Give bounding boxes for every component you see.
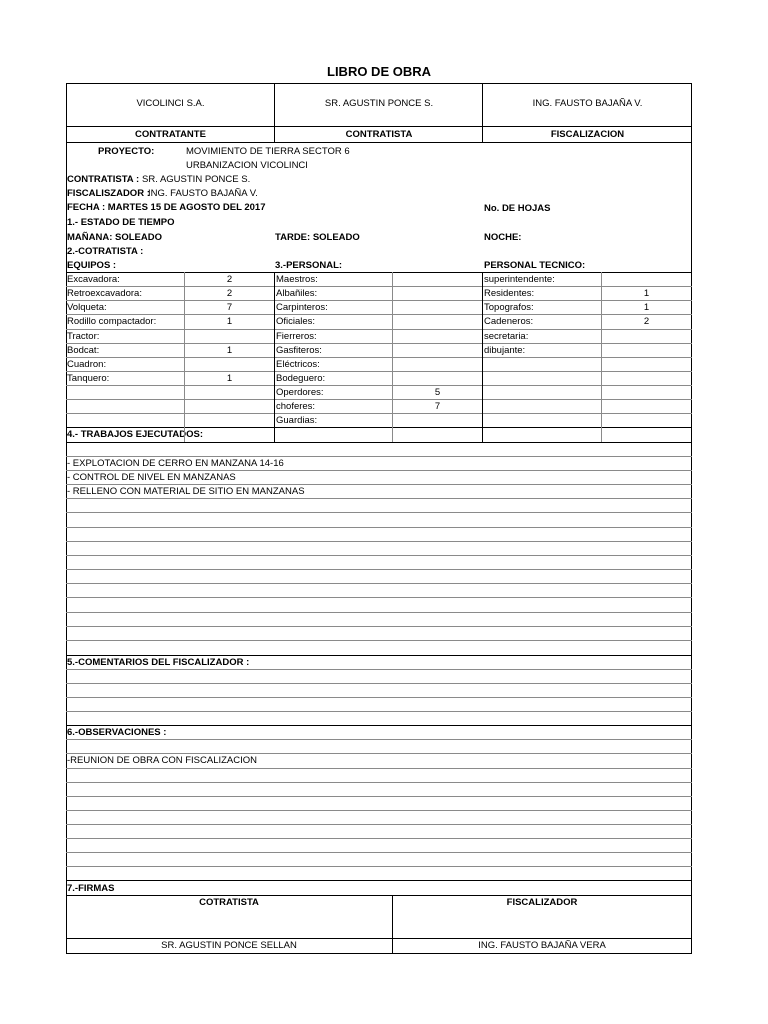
tecnico-heading: PERSONAL TECNICO: [484, 260, 586, 271]
personal-name: Carpinteros: [276, 302, 328, 313]
trabajo-item: - EXPLOTACION DE CERRO EN MANZANA 14-16 [67, 458, 284, 469]
rule [66, 343, 692, 344]
rule [66, 527, 692, 528]
rule [66, 626, 692, 627]
equipo-name: Retroexcavadora: [67, 288, 142, 299]
contratante-name: VICOLINCI S.A. [136, 98, 205, 109]
tecnico-qty: 1 [643, 288, 650, 299]
proyecto-label: PROYECTO: [98, 146, 155, 157]
rule [601, 272, 602, 442]
equipo-name: Tractor: [67, 331, 100, 342]
rule [66, 782, 692, 783]
rule [66, 498, 692, 499]
equipo-name: Tanquero: [67, 373, 110, 384]
rule [184, 272, 185, 442]
rule [482, 272, 483, 442]
contratista-label: CONTRATISTA [345, 129, 413, 140]
rule [392, 272, 393, 442]
firma-fiscalizador-label: FISCALIZADOR [506, 897, 578, 908]
fiscalizacion-label: FISCALIZACION [550, 129, 625, 140]
rule [66, 895, 692, 896]
rule [66, 753, 692, 754]
rule [66, 385, 692, 386]
rule [274, 272, 275, 442]
rule [66, 300, 692, 301]
rule [392, 895, 393, 953]
tecnico-name: superintendente: [484, 274, 555, 285]
trabajo-item: - RELLENO CON MATERIAL DE SITIO EN MANZANAS [67, 486, 305, 497]
firma-contratista-label: COTRATISTA [199, 897, 259, 908]
rule [66, 126, 692, 127]
rule [66, 739, 692, 740]
tecnico-name: Residentes: [484, 288, 535, 299]
rule [66, 852, 692, 853]
estado-tiempo-heading: 1.- ESTADO DE TIEMPO [67, 217, 175, 228]
firma-contratista-name: SR. AGUSTIN PONCE SELLAN [161, 940, 297, 951]
rule [66, 583, 692, 584]
equipo-name: Bodcat: [67, 345, 100, 356]
personal-qty: 7 [434, 401, 441, 412]
rule [66, 357, 692, 358]
personal-name: Guardias: [276, 415, 318, 426]
fiscalizador-info-label: FISCALISZADOR : [67, 188, 150, 199]
rule [66, 442, 692, 443]
rule [66, 866, 692, 867]
tecnico-qty: 2 [643, 316, 650, 327]
rule [66, 286, 692, 287]
equipo-qty: 1 [226, 345, 233, 356]
comentarios-heading: 5.-COMENTARIOS DEL FISCALIZADOR : [67, 657, 250, 668]
equipo-qty: 1 [226, 316, 233, 327]
rule [66, 683, 692, 684]
rule [66, 329, 692, 330]
libro-de-obra-sheet [66, 0, 692, 1024]
cotratista-heading: 2.-COTRATISTA : [67, 246, 144, 257]
weather-tarde: TARDE: SOLEADO [275, 232, 360, 243]
hojas-label: No. DE HOJAS [484, 203, 551, 214]
contratista-name: SR. AGUSTIN PONCE S. [324, 98, 434, 109]
tecnico-name: Cadeneros: [484, 316, 534, 327]
contratante-label: CONTRATANTE [135, 129, 206, 140]
equipo-qty: 2 [226, 288, 233, 299]
rule [482, 83, 483, 142]
rule [66, 838, 692, 839]
rule [66, 83, 692, 84]
rule [66, 796, 692, 797]
contratista-info-value: SR. AGUSTIN PONCE S. [142, 174, 251, 185]
firmas-heading: 7.-FIRMAS [67, 883, 115, 894]
fecha: FECHA : MARTES 15 DE AGOSTO DEL 2017 [67, 202, 266, 213]
personal-name: Eléctricos: [276, 359, 320, 370]
observaciones-heading: 6.-OBSERVACIONES : [67, 727, 167, 738]
rule [66, 768, 692, 769]
rule [66, 399, 692, 400]
weather-manana: MAÑANA: SOLEADO [67, 232, 162, 243]
personal-name: choferes: [276, 401, 316, 412]
rule [66, 142, 692, 143]
weather-noche: NOCHE: [484, 232, 522, 243]
equipo-qty: 1 [226, 373, 233, 384]
rule [66, 413, 692, 414]
tecnico-name: Topografos: [484, 302, 534, 313]
rule [66, 640, 692, 641]
rule [66, 669, 692, 670]
rule [66, 484, 692, 485]
rule [66, 655, 692, 656]
equipo-name: Cuadron: [67, 359, 107, 370]
rule [66, 597, 692, 598]
equipo-qty: 7 [226, 302, 233, 313]
personal-name: Bodeguero: [276, 373, 326, 384]
firma-fiscalizador-name: ING. FAUSTO BAJAÑA VERA [478, 940, 606, 951]
tecnico-name: secretaria: [484, 331, 529, 342]
rule [66, 953, 692, 954]
rule [66, 880, 692, 881]
personal-qty: 5 [434, 387, 441, 398]
equipo-name: Rodillo compactador: [67, 316, 157, 327]
rule [66, 512, 692, 513]
personal-name: Maestros: [276, 274, 318, 285]
trabajos-heading: 4.- TRABAJOS EJECUTADOS: [67, 429, 204, 440]
rule [66, 371, 692, 372]
proyecto-line2: URBANIZACION VICOLINCI [186, 160, 308, 171]
equipo-qty: 2 [226, 274, 233, 285]
rule [66, 810, 692, 811]
personal-name: Fierreros: [276, 331, 317, 342]
equipo-name: Excavadora: [67, 274, 120, 285]
equipos-heading: EQUIPOS : [67, 260, 117, 271]
rule [66, 824, 692, 825]
tecnico-qty: 1 [643, 302, 650, 313]
rule [274, 83, 275, 142]
rule [66, 612, 692, 613]
rule [66, 555, 692, 556]
rule [66, 470, 692, 471]
rule [66, 427, 692, 428]
observacion-item: -REUNION DE OBRA CON FISCALIZACION [67, 755, 258, 766]
personal-heading: 3.-PERSONAL: [275, 260, 343, 271]
rule [66, 938, 692, 939]
rule [66, 725, 692, 726]
rule [66, 314, 692, 315]
rule [66, 711, 692, 712]
contratista-info-label: CONTRATISTA : [67, 174, 140, 185]
trabajo-item: - CONTROL DE NIVEL EN MANZANAS [67, 472, 236, 483]
document-title: LIBRO DE OBRA [327, 64, 431, 79]
rule [66, 272, 692, 273]
proyecto-line1: MOVIMIENTO DE TIERRA SECTOR 6 [186, 146, 350, 157]
personal-name: Albañiles: [276, 288, 318, 299]
tecnico-name: dibujante: [484, 345, 526, 356]
rule [66, 541, 692, 542]
personal-name: Gasfiteros: [276, 345, 322, 356]
rule [66, 456, 692, 457]
fiscalizador-info-value: ING. FAUSTO BAJAÑA V. [148, 188, 258, 199]
rule [66, 697, 692, 698]
personal-name: Oficiales: [276, 316, 316, 327]
fiscalizacion-name: ING. FAUSTO BAJAÑA V. [532, 98, 643, 109]
personal-name: Operdores: [276, 387, 324, 398]
rule [66, 569, 692, 570]
equipo-name: Volqueta: [67, 302, 107, 313]
